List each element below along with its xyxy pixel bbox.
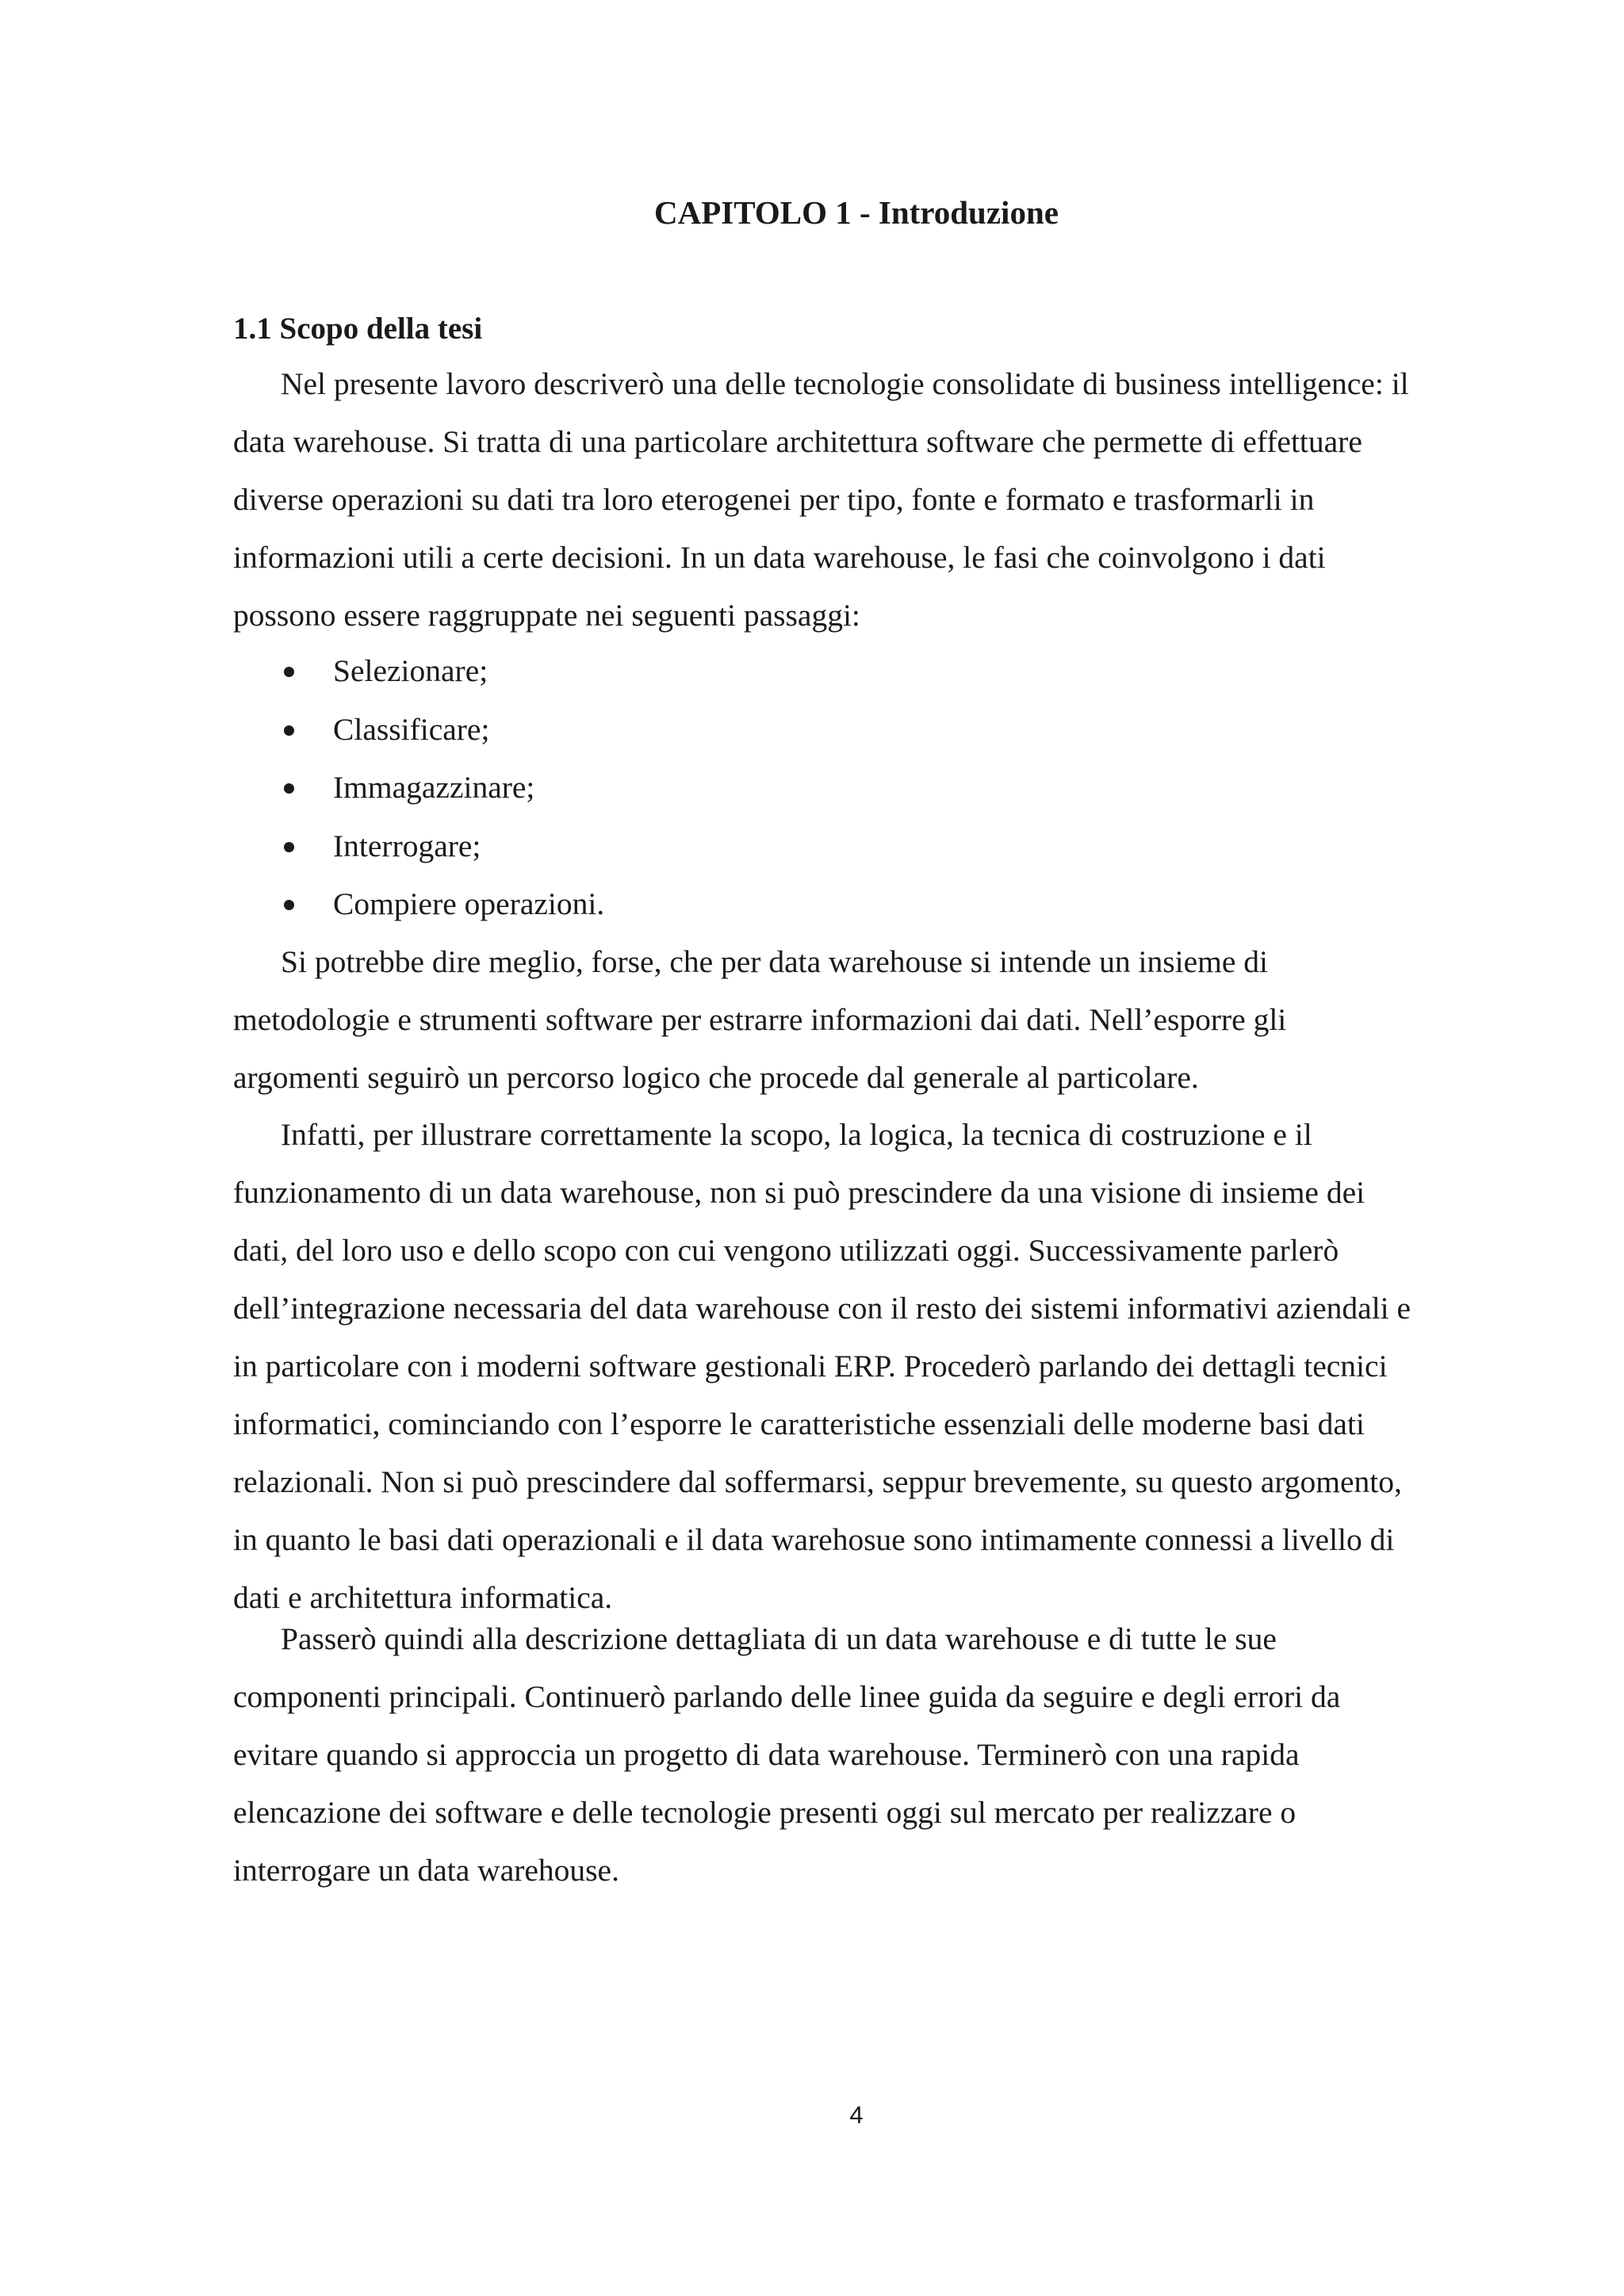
- text-line: dell’integrazione necessaria del data warehouse con il resto dei sistemi informativi aziendali e: [233, 1291, 1411, 1326]
- list-item-label: Interrogare;: [333, 828, 481, 863]
- list-item: [284, 642, 604, 701]
- page-number: 4: [849, 2101, 864, 2129]
- bullet-icon: [284, 725, 294, 736]
- text-line: data warehouse. Si tratta di una particolare architettura software che permette di effettuare: [233, 424, 1362, 459]
- bullet-icon: [284, 842, 294, 852]
- text-line: Passerò quindi alla descrizione dettagliata di un data warehouse e di tutte le sue: [281, 1621, 1277, 1656]
- list-item: [284, 701, 604, 760]
- text-line: evitare quando si approccia un progetto di data warehouse. Terminerò con una rapida: [233, 1737, 1300, 1772]
- text-line: relazionali. Non si può prescindere dal soffermarsi, seppur brevemente, su questo argomento,: [233, 1464, 1402, 1499]
- text-line: in particolare con i moderni software gestionali ERP. Procederò parlando dei dettagli tecnici: [233, 1349, 1388, 1383]
- text-line: Nel presente lavoro descriverò una delle tecnologie consolidate di business intelligence: il: [281, 366, 1409, 401]
- list-item: [284, 759, 604, 817]
- list-item: [284, 817, 604, 876]
- text-line: dati e architettura informatica.: [233, 1580, 613, 1615]
- bullet-icon: [284, 667, 294, 677]
- paragraph-structure: [233, 1106, 1478, 1627]
- text-line: informazioni utili a certe decisioni. In un data warehouse, le fasi che coinvolgono i dati: [233, 540, 1326, 575]
- paragraph-definition: [233, 933, 1478, 1107]
- text-line: interrogare un data warehouse.: [233, 1853, 619, 1888]
- text-line: elencazione dei software e delle tecnologie presenti oggi sul mercato per realizzare o: [233, 1795, 1297, 1830]
- bullet-list: [284, 642, 604, 934]
- list-item-label: Classificare;: [333, 711, 490, 747]
- text-line: funzionamento di un data warehouse, non si può prescindere da una visione di insieme dei: [233, 1175, 1365, 1210]
- list-item-label: Compiere operazioni.: [333, 886, 605, 921]
- text-line: metodologie e strumenti software per estrarre informazioni dai dati. Nell’esporre gli: [233, 1002, 1287, 1037]
- text-line: Si potrebbe dire meglio, forse, che per data warehouse si intende un insieme di: [281, 944, 1268, 979]
- text-line: in quanto le basi dati operazionali e il data warehosue sono intimamente connessi a livello di: [233, 1522, 1395, 1557]
- chapter-title: CAPITOLO 1 - Introduzione: [654, 194, 1059, 231]
- text-line: diverse operazioni su dati tra loro eterogenei per tipo, fonte e formato e trasformarli in: [233, 482, 1315, 517]
- paragraph-intro: [233, 355, 1478, 645]
- section-title: 1.1 Scopo della tesi: [233, 312, 483, 346]
- list-item-label: Selezionare;: [333, 653, 488, 688]
- text-line: dati, del loro uso e dello scopo con cui vengono utilizzati oggi. Successivamente parlerò: [233, 1233, 1339, 1268]
- bullet-icon: [284, 900, 294, 910]
- list-item: [284, 875, 604, 934]
- text-line: componenti principali. Continuerò parlando delle linee guida da seguire e degli errori da: [233, 1679, 1341, 1714]
- text-line: informatici, cominciando con l’esporre le caratteristiche essenziali delle moderne basi dati: [233, 1406, 1365, 1441]
- paragraph-conclusion: [233, 1610, 1478, 1900]
- text-line: Infatti, per illustrare correttamente la scopo, la logica, la tecnica di costruzione e il: [281, 1117, 1312, 1152]
- text-line: possono essere raggruppate nei seguenti passaggi:: [233, 598, 860, 633]
- bullet-icon: [284, 783, 294, 794]
- text-line: argomenti seguirò un percorso logico che procede dal generale al particolare.: [233, 1060, 1199, 1095]
- list-item-label: Immagazzinare;: [333, 770, 535, 805]
